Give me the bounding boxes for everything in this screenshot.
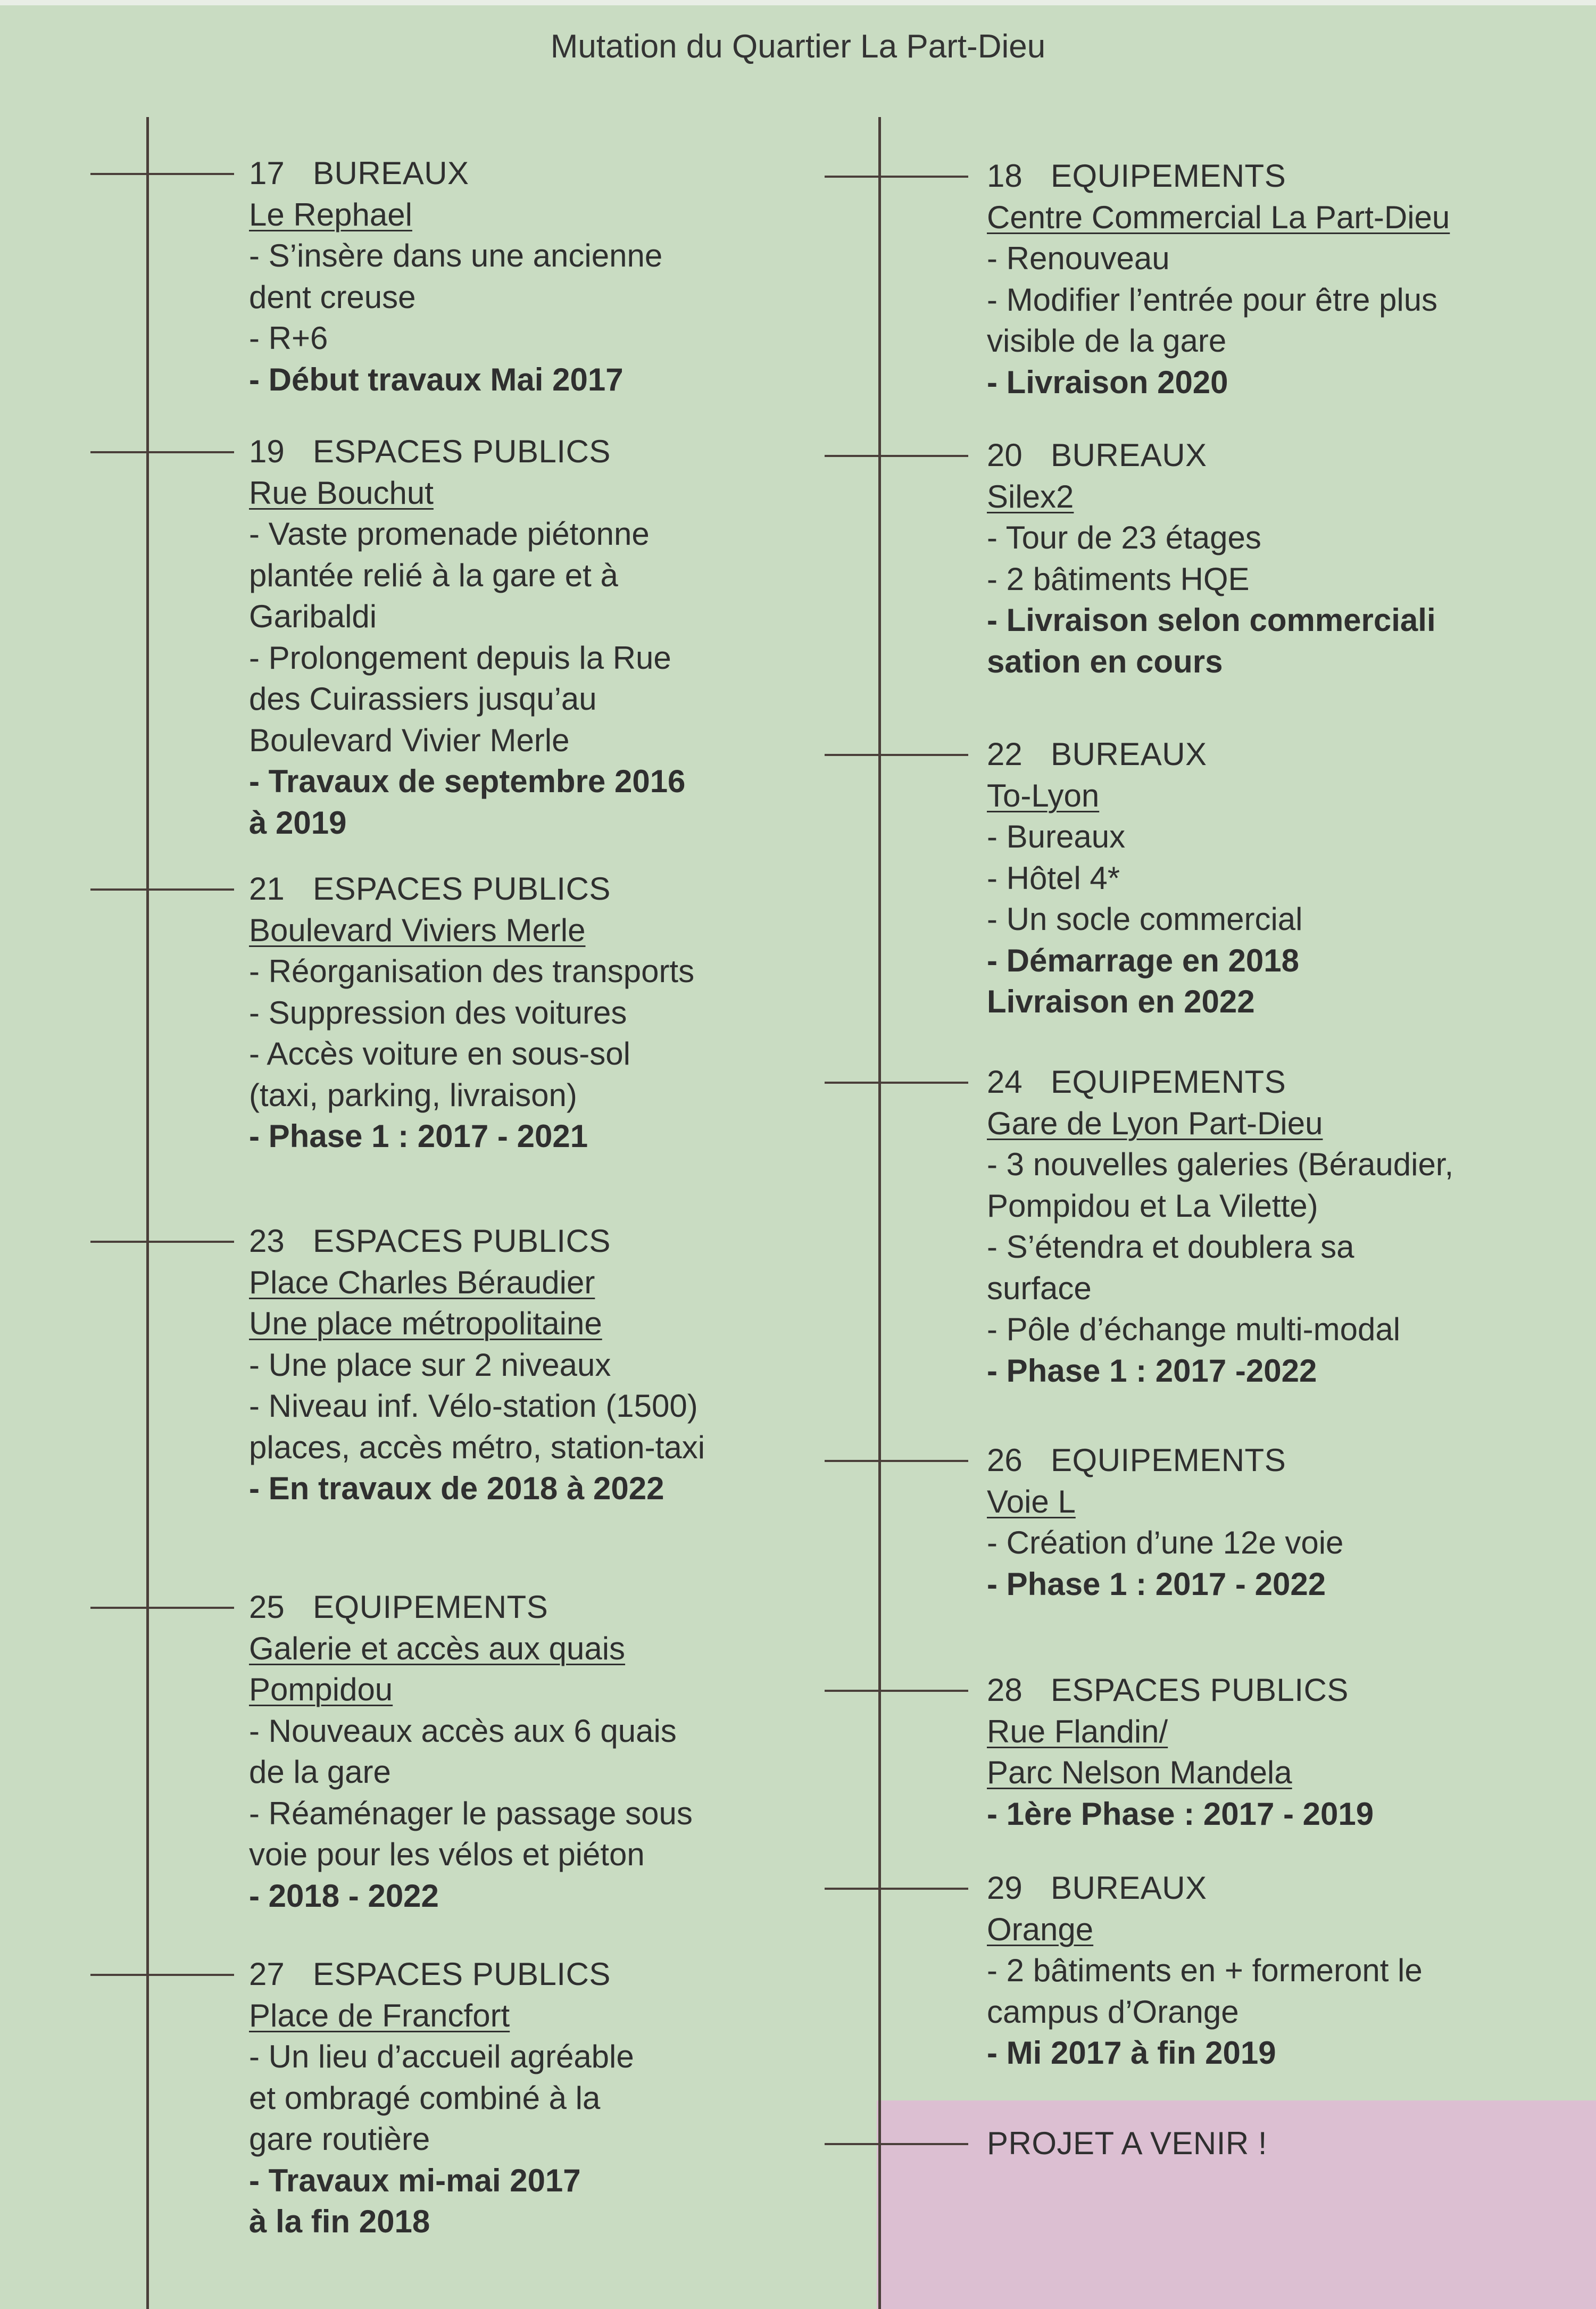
project-schedule: - Début travaux Mai 2017	[249, 361, 624, 397]
project-heading	[249, 1954, 634, 1995]
project-category: PROJET A VENIR !	[987, 2125, 1268, 2161]
project-detail: campus d’Orange	[987, 1994, 1239, 2030]
project-category: ESPACES PUBLICS	[313, 1223, 611, 1259]
project-schedule: - Phase 1 : 2017 -2022	[987, 1352, 1317, 1389]
project-entry	[987, 1670, 1374, 1834]
project-name: Boulevard Viviers Merle	[249, 912, 586, 948]
project-detail: surface	[987, 1270, 1092, 1306]
right-timeline-tick	[825, 754, 968, 756]
project-heading	[987, 734, 1302, 775]
right-timeline-tick	[825, 1888, 968, 1890]
project-detail: - Un socle commercial	[987, 901, 1303, 937]
left-timeline-tick	[90, 1607, 234, 1609]
project-heading	[987, 435, 1436, 476]
project-heading	[249, 431, 685, 472]
project-schedule: - Mi 2017 à fin 2019	[987, 2035, 1276, 2071]
project-detail: - R+6	[249, 320, 328, 356]
left-timeline-tick	[90, 451, 234, 453]
project-entry	[987, 2123, 1267, 2164]
project-entry	[987, 734, 1302, 1023]
left-timeline-tick	[90, 1974, 234, 1976]
project-entry	[249, 868, 694, 1157]
project-number: 21	[249, 871, 285, 907]
left-timeline-tick	[90, 888, 234, 891]
project-detail: - 2 bâtiments HQE	[987, 561, 1250, 597]
project-detail: places, accès métro, station-taxi	[249, 1429, 705, 1465]
project-category: ESPACES PUBLICS	[313, 1956, 611, 1992]
project-detail: - S’insère dans une ancienne	[249, 238, 663, 273]
project-name: Gare de Lyon Part-Dieu	[987, 1105, 1323, 1141]
project-detail: - Bureaux	[987, 819, 1126, 854]
project-schedule: - 2018 - 2022	[249, 1878, 439, 1914]
project-detail: - Accès voiture en sous-sol	[249, 1036, 630, 1072]
project-number: 24	[987, 1064, 1023, 1100]
project-schedule: sation en cours	[987, 643, 1223, 679]
project-name: Orange	[987, 1911, 1094, 1947]
project-category: ESPACES PUBLICS	[1051, 1672, 1349, 1708]
project-detail: gare routière	[249, 2121, 430, 2157]
left-timeline-tick	[90, 173, 234, 175]
project-number: 17	[249, 155, 285, 191]
project-heading	[987, 155, 1450, 197]
project-number: 26	[987, 1442, 1023, 1478]
project-category: EQUIPEMENTS	[313, 1589, 548, 1625]
page-title: Mutation du Quartier La Part-Dieu	[550, 28, 1046, 65]
project-detail: - Modifier l’entrée pour être plus	[987, 281, 1438, 318]
project-detail: voie pour les vélos et piéton	[249, 1837, 645, 1872]
project-number: 29	[987, 1870, 1023, 1906]
project-entry	[987, 1061, 1453, 1391]
project-name: Centre Commercial La Part-Dieu	[987, 199, 1450, 235]
project-entry	[249, 1587, 693, 1916]
project-detail: et ombragé combiné à la	[249, 2080, 601, 2116]
project-detail: - Pôle d’échange multi-modal	[987, 1311, 1401, 1347]
project-detail: - Un lieu d’accueil agréable	[249, 2039, 634, 2074]
project-entry	[987, 155, 1450, 403]
project-schedule: - 1ère Phase : 2017 - 2019	[987, 1796, 1374, 1832]
project-schedule: - Phase 1 : 2017 - 2021	[249, 1118, 588, 1154]
project-name: Voie L	[987, 1483, 1076, 1519]
project-detail: dent creuse	[249, 279, 416, 315]
project-detail: - Réorganisation des transports	[249, 953, 695, 989]
project-schedule: - Travaux de septembre 2016	[249, 763, 686, 799]
project-name: Place de Francfort	[249, 1997, 510, 2033]
project-number: 20	[987, 437, 1023, 473]
project-schedule: à 2019	[249, 804, 347, 841]
project-detail: - Vaste promenade piétonne	[249, 516, 650, 552]
project-schedule: - Travaux mi-mai 2017	[249, 2162, 581, 2198]
project-category: ESPACES PUBLICS	[313, 434, 611, 469]
project-detail: plantée relié à la gare et à	[249, 557, 618, 593]
project-detail: - Réaménager le passage sous	[249, 1795, 693, 1831]
project-heading	[249, 1587, 693, 1628]
project-number: 25	[249, 1589, 285, 1625]
project-detail: - 3 nouvelles galeries (Béraudier,	[987, 1147, 1454, 1182]
project-detail: de la gare	[249, 1754, 391, 1790]
project-detail: - 2 bâtiments en + formeront le	[987, 1953, 1423, 1988]
project-heading	[249, 153, 662, 194]
top-edge	[0, 0, 1596, 5]
project-heading	[249, 1220, 705, 1262]
project-heading	[987, 1061, 1453, 1103]
project-name: Place Charles Béraudier	[249, 1264, 595, 1300]
project-entry	[249, 431, 685, 843]
right-timeline-tick	[825, 455, 968, 457]
project-name: Pompidou	[249, 1672, 393, 1707]
project-category: ESPACES PUBLICS	[313, 871, 611, 907]
project-name: Rue Flandin/	[987, 1713, 1168, 1749]
project-schedule: à la fin 2018	[249, 2204, 430, 2239]
project-category: EQUIPEMENTS	[1051, 158, 1286, 194]
project-heading	[987, 2123, 1267, 2164]
project-category: BUREAUX	[1051, 1870, 1207, 1906]
project-detail: des Cuirassiers jusqu’au	[249, 681, 597, 717]
project-name: Parc Nelson Mandela	[987, 1755, 1292, 1790]
project-entry	[249, 1220, 705, 1509]
project-number: 23	[249, 1223, 285, 1259]
project-detail: Pompidou et La Vilette)	[987, 1187, 1318, 1224]
project-heading	[987, 1670, 1374, 1711]
right-timeline-tick	[825, 1460, 968, 1462]
project-detail: visible de la gare	[987, 323, 1227, 359]
project-number: 18	[987, 158, 1023, 194]
project-detail: - Niveau inf. Vélo-station (1500)	[249, 1388, 698, 1424]
right-timeline-tick	[825, 1082, 968, 1084]
project-schedule: - Livraison selon commerciali	[987, 602, 1436, 638]
project-detail: - Prolongement depuis la Rue	[249, 639, 671, 676]
project-schedule: - En travaux de 2018 à 2022	[249, 1471, 664, 1506]
right-timeline-line	[878, 117, 881, 2309]
project-detail: - Hôtel 4*	[987, 860, 1120, 896]
project-name: Galerie et accès aux quais	[249, 1630, 626, 1666]
project-entry	[249, 153, 662, 400]
project-schedule: - Démarrage en 2018	[987, 942, 1299, 978]
project-heading	[987, 1440, 1343, 1481]
project-name: Rue Bouchut	[249, 475, 434, 511]
project-number: 22	[987, 736, 1023, 772]
project-category: EQUIPEMENTS	[1051, 1064, 1286, 1100]
project-schedule: Livraison en 2022	[987, 984, 1255, 1019]
project-entry	[987, 1867, 1423, 2074]
project-detail: - Une place sur 2 niveaux	[249, 1347, 611, 1383]
project-name: Une place métropolitaine	[249, 1306, 602, 1341]
project-entry	[987, 435, 1436, 682]
project-category: EQUIPEMENTS	[1051, 1442, 1286, 1478]
right-timeline-tick	[825, 1690, 968, 1692]
project-heading	[249, 868, 694, 910]
project-number: 19	[249, 434, 285, 469]
project-heading	[987, 1867, 1423, 1909]
project-entry	[249, 1954, 634, 2242]
right-timeline-tick	[825, 176, 968, 178]
project-detail: Boulevard Vivier Merle	[249, 722, 570, 758]
project-category: BUREAUX	[1051, 736, 1207, 772]
project-number: 27	[249, 1956, 285, 1992]
project-schedule: - Phase 1 : 2017 - 2022	[987, 1566, 1326, 1602]
project-detail: - Suppression des voitures	[249, 994, 627, 1031]
project-entry	[987, 1440, 1343, 1605]
right-timeline-tick	[825, 2143, 968, 2145]
project-detail: (taxi, parking, livraison)	[249, 1077, 577, 1113]
project-name: Silex2	[987, 478, 1074, 514]
project-category: BUREAUX	[1051, 437, 1207, 473]
project-detail: - Tour de 23 étages	[987, 520, 1261, 555]
project-detail: Garibaldi	[249, 599, 377, 634]
project-detail: - Nouveaux accès aux 6 quais	[249, 1713, 677, 1749]
left-timeline-tick	[90, 1241, 234, 1243]
project-number: 28	[987, 1672, 1023, 1708]
project-schedule: - Livraison 2020	[987, 364, 1228, 400]
project-name: To-Lyon	[987, 777, 1100, 813]
project-detail: - S’étendra et doublera sa	[987, 1229, 1354, 1265]
project-detail: - Création d’une 12e voie	[987, 1525, 1344, 1560]
project-category: BUREAUX	[313, 155, 469, 191]
project-name: Le Rephael	[249, 196, 412, 232]
left-timeline-line	[146, 117, 149, 2309]
project-detail: - Renouveau	[987, 240, 1170, 276]
